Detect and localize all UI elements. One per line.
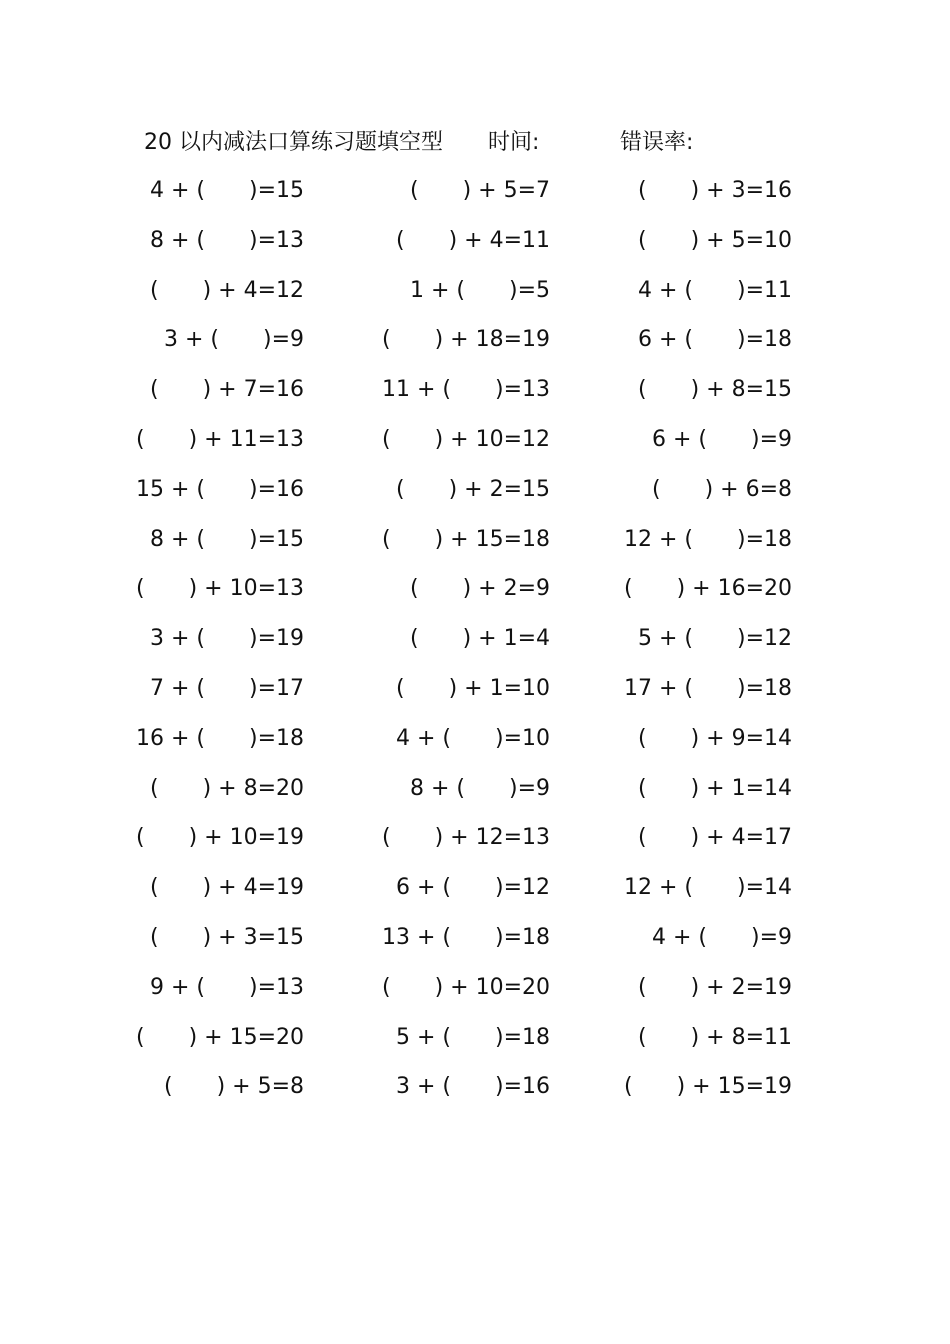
problem-row [0,1070,950,1120]
problem-item: 8 + ( )=15 [149,526,304,552]
problem-item: ( ) + 11=13 [135,426,304,452]
problem-item: 3 + ( )=16 [395,1074,550,1100]
problem-item: 6 + ( )=9 [651,426,792,452]
problem-item: 8 + ( )=9 [409,775,550,801]
worksheet-header [144,126,844,160]
problem-row [0,473,950,523]
problem-item: 7 + ( )=17 [149,675,304,701]
problem-item: ( ) + 4=19 [149,875,304,901]
problem-item: 5 + ( )=18 [395,1024,550,1050]
problem-item: 16 + ( )=18 [135,725,304,751]
problem-item: 9 + ( )=13 [149,974,304,1000]
problem-item: 6 + ( )=12 [395,875,550,901]
problem-item: ( ) + 15=20 [135,1024,304,1050]
problem-item: 4 + ( )=15 [149,178,304,203]
problem-item: ( ) + 9=14 [637,725,792,751]
problem-row [0,274,950,324]
problem-item: 12 + ( )=14 [623,875,792,901]
problem-grid [0,174,950,1120]
problem-item: ( ) + 2=15 [395,476,550,502]
problem-row [0,871,950,921]
problem-item: ( ) + 12=13 [381,825,550,851]
problem-item: ( ) + 8=11 [637,1024,792,1050]
problem-item: ( ) + 15=18 [381,526,550,552]
problem-row [0,1021,950,1071]
problem-item: ( ) + 3=15 [149,924,304,950]
problem-item: 8 + ( )=13 [149,227,304,253]
problem-item: 1 + ( )=5 [409,277,550,303]
problem-item: 4 + ( )=11 [637,277,792,303]
problem-row [0,672,950,722]
problem-item: 15 + ( )=16 [135,476,304,502]
worksheet-title: 20 以内减法口算练习题填空型 [144,130,443,155]
problem-item: ( ) + 6=8 [651,476,792,502]
problem-row [0,971,950,1021]
problem-item: ( ) + 2=19 [637,974,792,1000]
problem-item: 12 + ( )=18 [623,526,792,552]
problem-item: ( ) + 7=16 [149,377,304,403]
problem-item: 3 + ( )=19 [149,626,304,652]
problem-item: ( ) + 4=11 [395,227,550,253]
problem-row [0,821,950,871]
problem-item: 4 + ( )=9 [651,924,792,950]
problem-item: ( ) + 16=20 [623,576,792,602]
problem-item: ( ) + 10=13 [135,576,304,602]
problem-row [0,772,950,822]
problem-row [0,423,950,473]
problem-item: ( ) + 8=20 [149,775,304,801]
problem-row [0,572,950,622]
problem-item: ( ) + 10=19 [135,825,304,851]
problem-item: 5 + ( )=12 [637,626,792,652]
problem-item: ( ) + 2=9 [409,576,550,602]
problem-item: ( ) + 15=19 [623,1074,792,1100]
problem-item: ( ) + 10=20 [381,974,550,1000]
problem-item: ( ) + 1=10 [395,675,550,701]
problem-item: 4 + ( )=10 [395,725,550,751]
problem-item: 6 + ( )=18 [637,327,792,353]
problem-item: ( ) + 5=8 [163,1074,304,1100]
problem-row [0,722,950,772]
problem-row [0,523,950,573]
problem-row [0,921,950,971]
problem-item: ( ) + 1=14 [637,775,792,801]
time-label: 时间: [488,130,540,155]
error-rate-label: 错误率: [620,130,694,155]
problem-item: ( ) + 5=10 [637,227,792,253]
problem-row [0,373,950,423]
problem-item: 13 + ( )=18 [381,924,550,950]
problem-item: ( ) + 3=16 [637,178,792,203]
problem-item: 11 + ( )=13 [381,377,550,403]
problem-row [0,224,950,274]
problem-item: ( ) + 18=19 [381,327,550,353]
problem-item: ( ) + 10=12 [381,426,550,452]
problem-item: 17 + ( )=18 [623,675,792,701]
problem-item: ( ) + 4=17 [637,825,792,851]
problem-row [0,622,950,672]
problem-item: ( ) + 8=15 [637,377,792,403]
problem-item: ( ) + 1=4 [409,626,550,652]
problem-item: ( ) + 5=7 [409,178,550,203]
problem-item: 3 + ( )=9 [163,327,304,353]
problem-item: ( ) + 4=12 [149,277,304,303]
problem-row [0,323,950,373]
problem-row [0,174,950,224]
